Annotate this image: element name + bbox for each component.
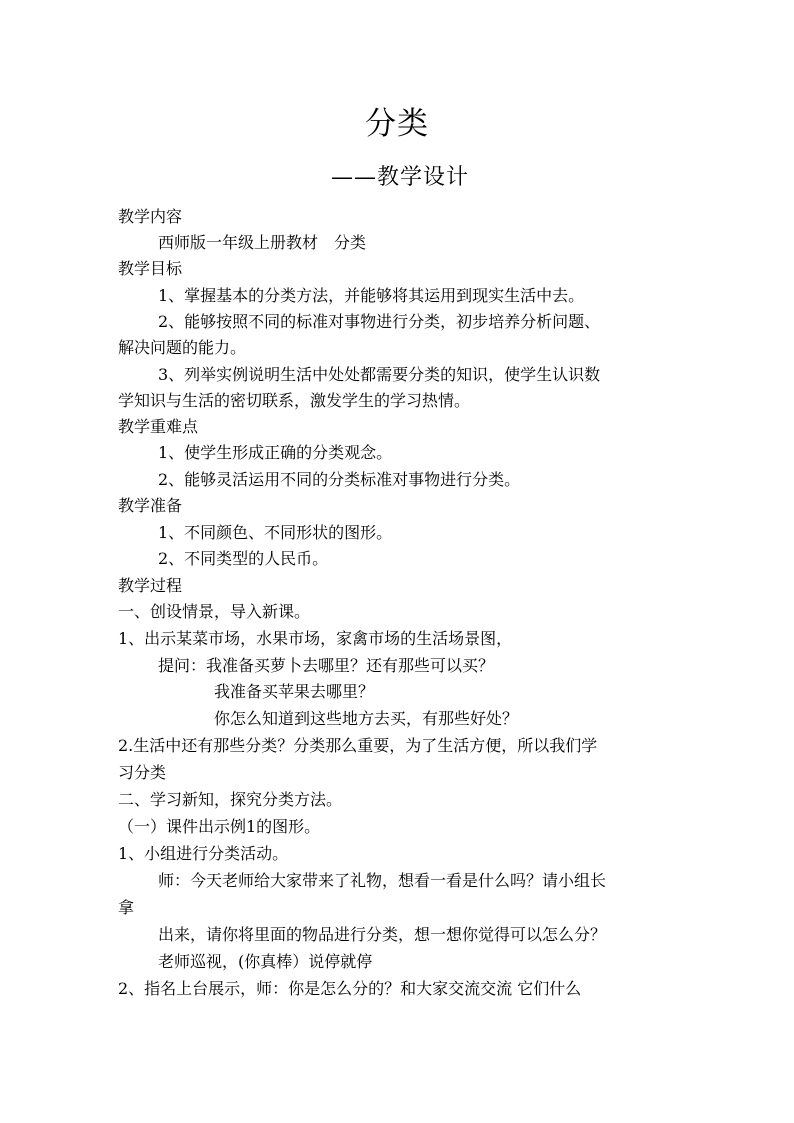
paragraph-line: 1、掌握基本的分类方法，并能够将其运用到现实生活中去。 <box>158 286 585 305</box>
paragraph-line: 老师巡视，(你真棒）说停就停 <box>158 952 373 971</box>
paragraph-line: 解决问题的能力。 <box>118 338 247 357</box>
paragraph-line: 3、列举实例说明生活中处处都需要分类的知识，使学生认识数 <box>158 365 601 384</box>
document-subtitle: ——教学设计 <box>330 165 469 190</box>
section-heading-objectives: 教学目标 <box>118 259 183 278</box>
paragraph-line: 我准备买苹果去哪里？ <box>214 682 375 701</box>
paragraph-line: 2、能够按照不同的标准对事物进行分类，初步培养分析问题、 <box>158 312 601 331</box>
section-heading-key-points: 教学重难点 <box>118 417 199 436</box>
paragraph-line: 1、不同颜色、不同形状的图形。 <box>158 523 393 542</box>
paragraph-line: 2、不同类型的人民币。 <box>158 549 329 568</box>
paragraph-line: 1、出示某菜市场，水果市场，家禽市场的生活场景图， <box>118 629 513 648</box>
paragraph-line: 你怎么知道到这些地方去买，有那些好处？ <box>214 709 519 728</box>
paragraph-line: 1、小组进行分类活动。 <box>118 844 289 863</box>
section-heading-preparation: 教学准备 <box>118 496 183 515</box>
paragraph-line: 学知识与生活的密切联系，激发学生的学习热情。 <box>118 391 471 410</box>
paragraph-line: 2.生活中还有那些分类？分类那么重要，为了生活方便，所以我们学 <box>118 736 598 755</box>
paragraph-line: 习分类 <box>118 763 167 782</box>
paragraph-line: 1、使学生形成正确的分类观念。 <box>158 443 393 462</box>
paragraph-line: 二、学习新知，探究分类方法。 <box>118 790 343 809</box>
paragraph-line: 师：今天老师给大家带来了礼物，想看一看是什么吗？请小组长 <box>158 871 607 890</box>
paragraph-line: 一、创设情景，导入新课。 <box>118 602 311 621</box>
paragraph-line: 出来，请你将里面的物品进行分类，想一想你觉得可以怎么分？ <box>158 925 607 944</box>
document-title: 分类 <box>365 106 429 142</box>
paragraph-line: 西师版一年级上册教材 分类 <box>158 233 367 252</box>
paragraph-line: 2、指名上台展示，师：你是怎么分的？和大家交流交流 它们什么 <box>118 979 582 998</box>
section-heading-content: 教学内容 <box>118 207 183 226</box>
paragraph-line: 2、能够灵活运用不同的分类标准对事物进行分类。 <box>158 470 521 489</box>
paragraph-line: 拿 <box>118 898 135 917</box>
paragraph-line: （一）课件出示例1的图形。 <box>118 817 321 836</box>
section-heading-process: 教学过程 <box>118 576 183 595</box>
paragraph-line: 提问：我准备买萝卜去哪里？还有那些可以买？ <box>158 656 495 675</box>
